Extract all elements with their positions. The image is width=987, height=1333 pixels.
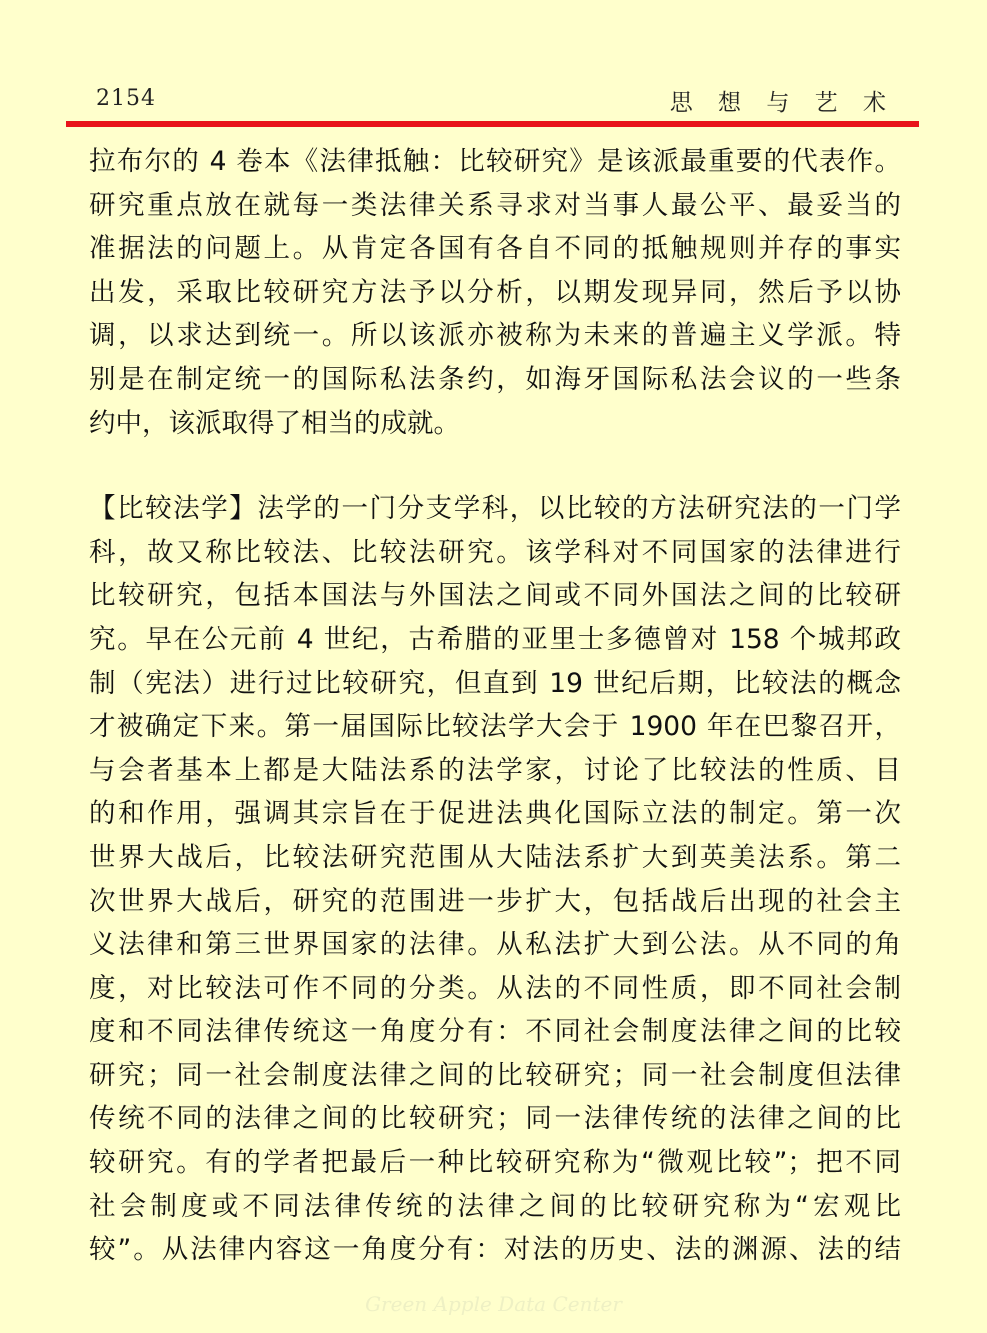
page-header <box>0 0 987 130</box>
text-line: 义法律和第三世界国家的法律。从私法扩大到公法。从不同的角 <box>89 929 901 961</box>
text-line: 制（宪法）进行过比较研究，但直到 19 世纪后期，比较法的概念 <box>89 667 901 699</box>
text-line: 别是在制定统一的国际私法条约，如海牙国际私法会议的一些条 <box>89 363 901 395</box>
paragraph-gap <box>89 445 901 487</box>
text-line: 科，故又称比较法、比较法研究。该学科对不同国家的法律进行 <box>89 536 901 568</box>
section-title: 思 想 与 艺 术 <box>669 90 895 116</box>
page-number: 2154 <box>96 86 156 111</box>
text-line: 度，对比较法可作不同的分类。从法的不同性质，即不同社会制 <box>89 972 901 1004</box>
text-line: 【比较法学】法学的一门分支学科，以比较的方法研究法的一门学 <box>89 493 901 525</box>
text-line: 准据法的问题上。从肯定各国有各自不同的抵触规则并存的事实 <box>89 233 901 265</box>
text-line: 约中，该派取得了相当的成就。 <box>89 407 460 439</box>
text-line: 研究；同一社会制度法律之间的比较研究；同一社会制度但法律 <box>89 1059 901 1091</box>
watermark: Green Apple Data Center <box>365 1292 622 1316</box>
text-line: 次世界大战后，研究的范围进一步扩大，包括战后出现的社会主 <box>89 885 901 917</box>
entry-comparative-law <box>89 487 901 1272</box>
text-line: 社会制度或不同法律传统的法律之间的比较研究称为“宏观比 <box>89 1190 901 1222</box>
text-line: 拉布尔的 4 卷本《法律抵触：比较研究》是该派最重要的代表作。 <box>89 146 901 177</box>
paragraph-continued <box>89 140 901 445</box>
text-line: 与会者基本上都是大陆法系的法学家，讨论了比较法的性质、目 <box>89 754 901 786</box>
text-line: 才被确定下来。第一届国际比较法学大会于 1900 年在巴黎召开， <box>89 711 901 743</box>
text-line: 出发，采取比较研究方法予以分析，以期发现异同，然后予以协 <box>89 276 901 308</box>
text-line: 较研究。有的学者把最后一种比较研究称为“微观比较”；把不同 <box>89 1147 901 1179</box>
text-line: 的和作用，强调其宗旨在于促进法典化国际立法的制定。第一次 <box>89 798 901 830</box>
text-line: 究。早在公元前 4 世纪，古希腊的亚里士多德曾对 158 个城邦政 <box>89 623 901 655</box>
text-line: 研究重点放在就每一类法律关系寻求对当事人最公平、最妥当的 <box>89 189 901 221</box>
text-line: 调，以求达到统一。所以该派亦被称为未来的普遍主义学派。特 <box>89 320 901 352</box>
page-body <box>89 140 901 1272</box>
text-line: 较”。从法律内容这一角度分有：对法的历史、法的渊源、法的结 <box>89 1234 901 1266</box>
text-line: 比较研究，包括本国法与外国法之间或不同外国法之间的比较研 <box>89 580 901 612</box>
header-rule <box>66 121 919 127</box>
text-line: 传统不同的法律之间的比较研究；同一法律传统的法律之间的比 <box>89 1103 901 1135</box>
text-line: 世界大战后，比较法研究范围从大陆法系扩大到英美法系。第二 <box>89 841 901 873</box>
text-line: 度和不同法律传统这一角度分有：不同社会制度法律之间的比较 <box>89 1016 901 1048</box>
